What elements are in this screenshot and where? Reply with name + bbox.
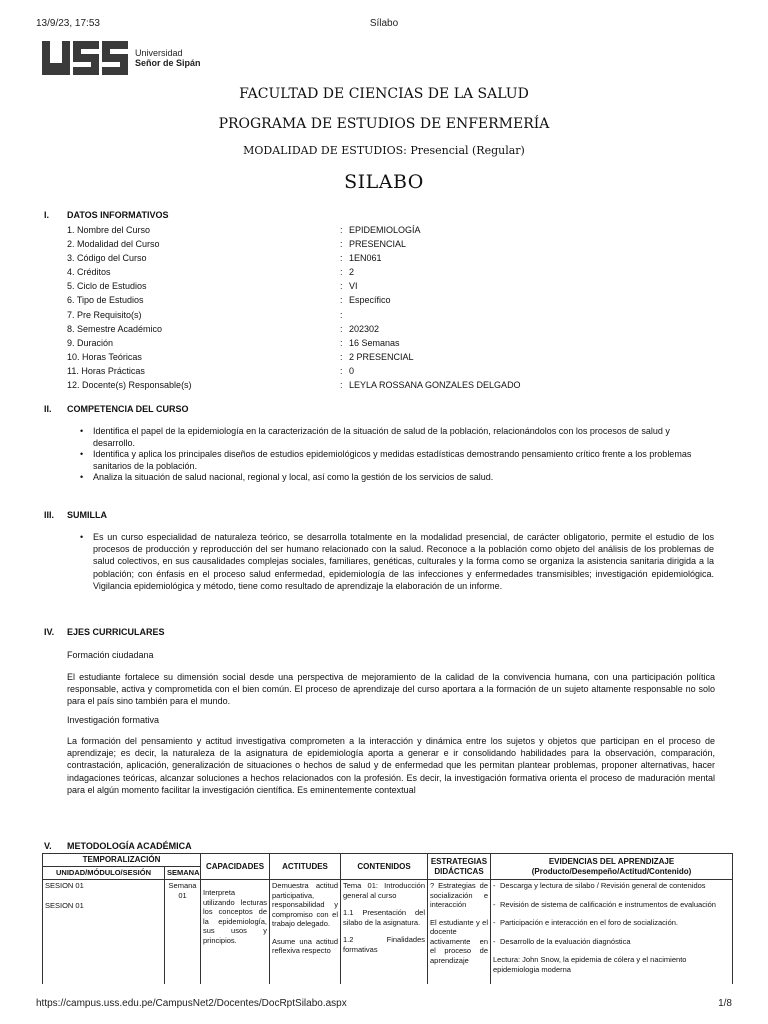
cell-evidencias (491, 880, 733, 984)
page-url: https://campus.uss.edu.pe/CampusNet2/Docentes/DocRptSilabo.aspx (36, 998, 347, 1009)
data-value: 202302 (349, 323, 380, 334)
section-title: COMPETENCIA DEL CURSO (67, 404, 189, 414)
evidencia-item: - Revisión de sistema de calificación e instrumentos de evaluación (493, 900, 730, 910)
logo-line-2: Señor de Sipán (135, 58, 201, 68)
data-key: 1. Nombre del Curso (67, 225, 151, 235)
print-header (36, 18, 732, 30)
data-key: 11. Horas Prácticas (67, 365, 145, 376)
data-row: 10. Horas Teóricas : 2 PRESENCIAL (67, 350, 707, 364)
data-key: 4. Créditos (67, 267, 111, 278)
list-item: • Analiza la situación de salud nacional, regional y local, así como la gestión de los servicios de salud. (80, 472, 714, 484)
section-number: V. (44, 841, 52, 851)
section-competencia (44, 404, 189, 414)
data-value: VI (349, 281, 358, 292)
evidencia-item: - Desarrollo de la evaluación diagnóstica (493, 937, 730, 947)
data-key: 5. Ciclo de Estudios (67, 281, 147, 292)
data-value: 16 Semanas (349, 337, 400, 348)
data-value: Específico (349, 295, 391, 306)
header-evidencias-sub: (Producto/Desempeño/Actitud/Contenido) (531, 866, 692, 876)
data-row: 5. Ciclo de Estudios : VI (67, 279, 707, 293)
data-row: 12. Docente(s) Responsable(s) : LEYLA ROSSANA GONZALES DELGADO (67, 378, 707, 392)
section-sumilla (44, 510, 107, 520)
data-value: 1EN061 (349, 253, 382, 264)
section-metodologia (44, 841, 192, 851)
section-title: DATOS INFORMATIVOS (67, 210, 169, 220)
header-estrategias: ESTRATEGIAS DIDÁCTICAS (428, 854, 491, 880)
uss-logo-icon (42, 41, 130, 75)
print-date: 13/9/23, 17:53 (36, 18, 100, 29)
data-value: 2 PRESENCIAL (349, 351, 414, 362)
program-heading: PROGRAMA DE ESTUDIOS DE ENFERMERÍA (218, 116, 550, 132)
contenido-text: 1.1 Presentación del silabo de la asignatura. (343, 908, 425, 927)
table-row (43, 880, 733, 984)
contenido-text: Tema 01: Introducción general al curso (343, 881, 425, 900)
section-number: IV. (44, 627, 55, 637)
lectura-text: Lectura: John Snow, la epidemia de cólera y el nacimiento epidemiologia moderna (493, 955, 687, 974)
sumilla-list (80, 531, 714, 592)
data-row: 11. Horas Prácticas : 0 (67, 364, 707, 378)
document-title: SILABO (344, 171, 424, 193)
data-row: 7. Pre Requisito(s) : (67, 308, 707, 322)
data-key: 9. Duración (67, 337, 114, 348)
estrategia-text: ? Estrategias de socialización e interacción (430, 881, 488, 909)
actitud-text: Asume una actitud reflexiva respecto (272, 936, 338, 955)
print-footer (36, 998, 732, 1010)
data-row: 6. Tipo de Estudios : Específico (67, 293, 707, 307)
data-key: 7. Pre Requisito(s) (67, 309, 142, 320)
evidencia-item: - Descarga y lectura de silabo / Revisión general de contenidos (493, 881, 730, 891)
data-key: 3. Código del Curso (67, 253, 147, 264)
header-evidencias-title: EVIDENCIAS DEL APRENDIZAJE (548, 856, 675, 866)
evidencia-item: - Participación e interacción en el foro de socialización. (493, 918, 730, 928)
cell-contenidos (341, 880, 428, 984)
header-capacidades: CAPACIDADES (201, 854, 270, 880)
list-item: • Identifica el papel de la epidemiología en la caracterización de la situación de salud de la población, relacionándolos con los procesos de salud y desarrollo. (80, 426, 714, 449)
formacion-heading: Formación ciudadana (67, 650, 154, 660)
data-row: 4. Créditos : 2 (67, 265, 707, 279)
data-value: 2 (349, 267, 355, 278)
section-title: METODOLOGÍA ACADÉMICA (67, 841, 192, 851)
data-row: 1. Nombre del Curso : EPIDEMIOLOGÍA (67, 223, 707, 237)
header-contenidos: CONTENIDOS (341, 854, 428, 880)
page-number: 1/8 (718, 998, 732, 1009)
data-value: LEYLA ROSSANA GONZALES DELGADO (349, 380, 521, 391)
section-title: SUMILLA (67, 510, 107, 520)
datos-informativos-list (67, 223, 707, 392)
section-ejes (44, 627, 165, 637)
data-value: PRESENCIAL (349, 239, 407, 250)
cell-actitudes (270, 880, 341, 984)
header-evidencias (491, 854, 733, 880)
data-row: 8. Semestre Académico : 202302 (67, 322, 707, 336)
competencias-list (80, 426, 714, 484)
logo-text (135, 48, 201, 68)
data-value: EPIDEMIOLOGÍA (349, 225, 421, 235)
data-row: 9. Duración : 16 Semanas (67, 336, 707, 350)
metodologia-table (42, 853, 733, 984)
section-number: III. (44, 510, 55, 520)
data-value: 0 (349, 365, 355, 376)
estrategia-text: El estudiante y el docente activamente en el proceso de aprendizaje (430, 917, 488, 965)
data-row: 3. Código del Curso : 1EN061 (67, 251, 707, 265)
print-title: Sílabo (369, 18, 399, 29)
cell-capacidades: Interpreta utilizando lecturas los conceptos de la epidemiología, sus usos y principios. (201, 880, 270, 984)
sumilla-text: • Es un curso especialidad de naturaleza teórico, se desarrolla totalmente en la modalidad presencial, de carácter obligatorio, permite el estudio de los procesos de producción y reproducción del ser humano relacionado con la salud. Reconoce a la población como objeto del análisis de los problemas de salud colectivos, en sus causalidades complejas sociales, familiares, genéticas, culturales y la forma como se organiza la asistencia sanitaria dirigida a la población; con énfasis en el proceso salud enfermedad, epidemiología de las infecciones y enfermedades transmisibles; investigación epidemiológica. Vigilancia epidemiológica y método, tiene como resultado de aprendizaje la elaboración de un informe. (80, 531, 714, 592)
university-logo (42, 40, 201, 76)
data-key: 12. Docente(s) Responsable(s) (67, 380, 192, 391)
section-number: II. (44, 404, 52, 414)
header-unidad: UNIDAD/MÓDULO/SESIÓN (43, 867, 165, 880)
section-number: I. (44, 210, 50, 220)
data-key: 2. Modalidad del Curso (67, 239, 160, 250)
section-title: EJES CURRICULARES (67, 627, 165, 637)
contenido-text: 1.2 Finalidades formativas (343, 935, 425, 954)
data-key: 8. Semestre Académico (67, 323, 163, 334)
investigacion-text: La formación del pensamiento y actitud investigativa comprometen a la interacción y dinámica entre los sujetos y objetos que participan en el proceso de aprendizaje; es decir, la naturaleza de la asignatura de epidemiología aporta a generar e ir consolidando habilidades para la observación, comparación, contrastación, aplicación, generalización de situaciones o hechos de salud y de enfermedad que les permitan plantear problemas, proponer alternativas, hacer indagaciones teóricas, alcanzar soluciones a hechos relacionados con la profesión. Es decir, la investigación formativa orienta el proceso de maduración mental para el algún momento facilitar la investigación científica. Es eminentemente contextual (67, 736, 715, 795)
header-temporalizacion: TEMPORALIZACIÓN (43, 854, 201, 867)
header-actitudes: ACTITUDES (270, 854, 341, 880)
investigacion-heading: Investigación formativa (67, 715, 160, 725)
sesion-label: SESION 01 (45, 900, 84, 910)
data-key: 6. Tipo de Estudios (67, 295, 144, 306)
actitud-text: Demuestra actitud participativa, responsabilidad y compromiso con el trabajo delegado. (272, 881, 338, 928)
list-item: • Identifica y aplica los principales diseños de estudios epidemiológicos y medidas estadísticas demostrando pensamiento crítico frente a los problemas sanitarios de la población. (80, 449, 714, 472)
data-row: 2. Modalidad del Curso : PRESENCIAL (67, 237, 707, 251)
cell-sesion (43, 880, 165, 984)
modality-heading: MODALIDAD DE ESTUDIOS: Presencial (Regular) (243, 144, 525, 157)
logo-line-1: Universidad (135, 48, 183, 58)
data-key: 10. Horas Teóricas (67, 351, 142, 362)
cell-estrategias (428, 880, 491, 984)
sesion-label: SESION 01 (45, 881, 84, 890)
faculty-heading: FACULTAD DE CIENCIAS DE LA SALUD (239, 86, 529, 102)
header-semana: SEMANA (165, 867, 201, 880)
formacion-text: El estudiante fortalece su dimensión social desde una perspectiva de mejoramiento de la calidad de la convivencia humana, con una participación política responsable, activa y comprometida con el bien común. El proceso de aprendizaje del curso aportara a la formación de un sujeto altamente responsable no solo para el país sino también para el mundo. (67, 672, 715, 707)
cell-semana: Semana 01 (165, 880, 201, 984)
section-datos-informativos (44, 210, 169, 220)
